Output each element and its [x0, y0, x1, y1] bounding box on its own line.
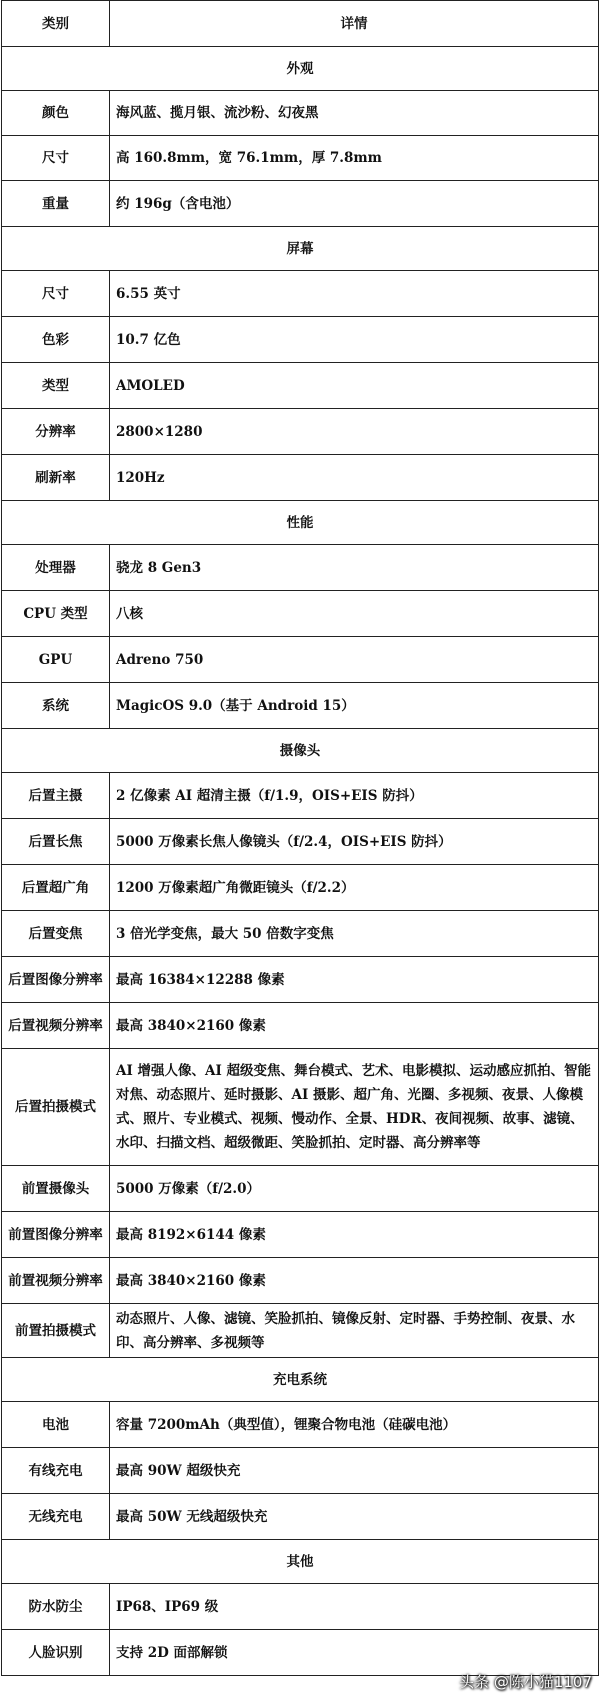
row-label: 类型 [2, 363, 110, 409]
table-header-row [2, 1, 599, 47]
table-row [2, 181, 599, 227]
section-title: 性能 [2, 501, 599, 545]
row-value: 2 亿像素 AI 超清主摄（f/1.9，OIS+EIS 防抖） [110, 773, 599, 819]
row-label: 前置拍摄模式 [2, 1304, 110, 1358]
table-row [2, 957, 599, 1003]
table-row [2, 683, 599, 729]
section-other [2, 1540, 599, 1584]
row-value: AI 增强人像、AI 超级变焦、舞台模式、艺术、电影模拟、运动感应抓拍、智能对焦、动态照片、延时摄影、AI 摄影、超广角、光圈、多视频、夜景、人像模式、照片、专业模式、视频、慢动作、全景、HDR、夜间视频、故事、滤镜、水印、扫描文档、超级微距、笑脸抓拍、定时器、高分辨率等 [110, 1049, 599, 1166]
spec-table [1, 0, 599, 1676]
row-value: 5000 万像素（f/2.0） [110, 1166, 599, 1212]
row-label: 人脸识别 [2, 1630, 110, 1676]
row-value: 最高 3840×2160 像素 [110, 1003, 599, 1049]
row-value: 八核 [110, 591, 599, 637]
row-value: 1200 万像素超广角微距镜头（f/2.2） [110, 865, 599, 911]
table-row [2, 637, 599, 683]
row-value: 最高 50W 无线超级快充 [110, 1494, 599, 1540]
section-title: 外观 [2, 47, 599, 91]
row-value: 海风蓝、揽月银、流沙粉、幻夜黑 [110, 91, 599, 136]
row-label: 后置拍摄模式 [2, 1049, 110, 1166]
table-row [2, 1212, 599, 1258]
table-row [2, 1003, 599, 1049]
table-row [2, 271, 599, 317]
section-title: 摄像头 [2, 729, 599, 773]
row-label: 分辨率 [2, 409, 110, 455]
row-label: 后置变焦 [2, 911, 110, 957]
table-row [2, 591, 599, 637]
table-row [2, 409, 599, 455]
header-details: 详情 [110, 1, 599, 47]
row-value: 10.7 亿色 [110, 317, 599, 363]
row-label: 有线充电 [2, 1448, 110, 1494]
row-value: 最高 8192×6144 像素 [110, 1212, 599, 1258]
table-row [2, 773, 599, 819]
row-label: 后置超广角 [2, 865, 110, 911]
table-row [2, 1049, 599, 1166]
table-row [2, 91, 599, 136]
row-value: 最高 16384×12288 像素 [110, 957, 599, 1003]
row-value: 2800×1280 [110, 409, 599, 455]
table-row [2, 911, 599, 957]
table-row [2, 136, 599, 181]
table-row [2, 1630, 599, 1676]
table-row [2, 1258, 599, 1304]
row-value: 支持 2D 面部解锁 [110, 1630, 599, 1676]
row-label: 系统 [2, 683, 110, 729]
table-row [2, 865, 599, 911]
row-value: 最高 90W 超级快充 [110, 1448, 599, 1494]
row-label: 前置视频分辨率 [2, 1258, 110, 1304]
row-label: GPU [2, 637, 110, 683]
table-row [2, 363, 599, 409]
row-value: 6.55 英寸 [110, 271, 599, 317]
row-label: CPU 类型 [2, 591, 110, 637]
row-label: 尺寸 [2, 136, 110, 181]
row-label: 前置图像分辨率 [2, 1212, 110, 1258]
row-value: 5000 万像素长焦人像镜头（f/2.4，OIS+EIS 防抖） [110, 819, 599, 865]
section-screen [2, 227, 599, 271]
row-label: 无线充电 [2, 1494, 110, 1540]
row-value: 动态照片、人像、滤镜、笑脸抓拍、镜像反射、定时器、手势控制、夜景、水印、高分辨率、多视频等 [110, 1304, 599, 1358]
row-value: Adreno 750 [110, 637, 599, 683]
section-title: 屏幕 [2, 227, 599, 271]
row-value: 容量 7200mAh（典型值），锂聚合物电池（硅碳电池） [110, 1402, 599, 1448]
section-title: 其他 [2, 1540, 599, 1584]
table-row [2, 545, 599, 591]
table-row [2, 1448, 599, 1494]
row-value: AMOLED [110, 363, 599, 409]
header-category: 类别 [2, 1, 110, 47]
row-label: 后置主摄 [2, 773, 110, 819]
row-value: 3 倍光学变焦，最大 50 倍数字变焦 [110, 911, 599, 957]
section-appearance [2, 47, 599, 91]
table-row [2, 1494, 599, 1540]
row-label: 刷新率 [2, 455, 110, 501]
row-label: 重量 [2, 181, 110, 227]
row-label: 颜色 [2, 91, 110, 136]
row-value: 约 196g（含电池） [110, 181, 599, 227]
row-value: IP68、IP69 级 [110, 1584, 599, 1630]
row-label: 前置摄像头 [2, 1166, 110, 1212]
row-label: 防水防尘 [2, 1584, 110, 1630]
section-charging [2, 1358, 599, 1402]
section-performance [2, 501, 599, 545]
row-label: 色彩 [2, 317, 110, 363]
row-label: 电池 [2, 1402, 110, 1448]
table-row [2, 317, 599, 363]
watermark: 头条 @陈小猫1107 [459, 1673, 592, 1691]
table-row [2, 1402, 599, 1448]
row-label: 后置视频分辨率 [2, 1003, 110, 1049]
table-row [2, 455, 599, 501]
row-label: 后置图像分辨率 [2, 957, 110, 1003]
row-value: MagicOS 9.0（基于 Android 15） [110, 683, 599, 729]
table-row [2, 1304, 599, 1358]
table-row [2, 1584, 599, 1630]
row-value: 最高 3840×2160 像素 [110, 1258, 599, 1304]
row-label: 后置长焦 [2, 819, 110, 865]
table-row [2, 819, 599, 865]
row-value: 120Hz [110, 455, 599, 501]
row-label: 尺寸 [2, 271, 110, 317]
row-label: 处理器 [2, 545, 110, 591]
section-title: 充电系统 [2, 1358, 599, 1402]
row-value: 骁龙 8 Gen3 [110, 545, 599, 591]
section-camera [2, 729, 599, 773]
table-row [2, 1166, 599, 1212]
row-value: 高 160.8mm，宽 76.1mm，厚 7.8mm [110, 136, 599, 181]
